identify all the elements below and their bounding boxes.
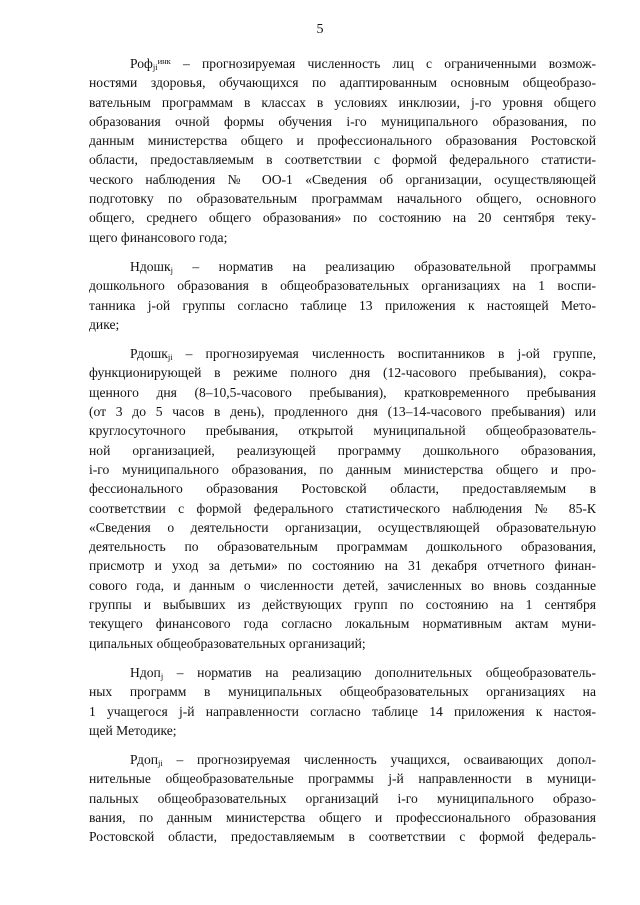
- text-line-content: – прогнозируемая численность лиц с ограниченными возмож-: [170, 56, 596, 71]
- text-line: щенного дня (8–10,5-часового пребывания), кратковременного пребывания: [89, 384, 596, 400]
- variable-superscript: инк: [157, 56, 171, 66]
- text-line: данным министерства общего и профессионального образования Ростовской: [89, 133, 596, 149]
- variable-subscript: ji: [167, 352, 173, 363]
- text-line: пальных общеобразовательных организаций i-го муниципального образо-: [89, 790, 596, 806]
- document-body: [89, 54, 596, 857]
- text-line: общего, среднего общего образования» по состоянию на 20 сентября теку-: [89, 210, 596, 226]
- text-line: подготовку по образовательным программам начального общего, основного: [89, 191, 596, 207]
- text-line: танника j-ой группы согласно таблице 13 приложения к настоящей Мето-: [89, 297, 596, 313]
- text-line-content: – прогнозируемая численность учащихся, осваивающих допол-: [162, 752, 596, 768]
- variable-symbol: Роф: [130, 56, 153, 71]
- paragraph-rof: [89, 54, 596, 247]
- text-line: Ростовской области, предоставляемым в соответствии с формой федераль-: [89, 829, 596, 845]
- text-line: вания, по данным министерства общего и профессионального образования: [89, 809, 596, 825]
- text-line: щей Методике;: [89, 722, 177, 738]
- text-line: 1 учащегося j-й направленности согласно таблице 14 приложения к настоя-: [89, 703, 596, 719]
- text-line: (от 3 до 5 часов в день), продленного дня (13–14-часового пребывания) или: [89, 404, 596, 420]
- variable-subscript: j: [160, 670, 164, 681]
- text-line-content: – норматив на реализацию дополнительных общеобразователь-: [163, 664, 596, 680]
- text-line: текущего финансового года согласно локальным нормативным актам муни-: [89, 616, 596, 632]
- text-line: ципальных общеобразовательных организаций;: [89, 635, 366, 651]
- text-line: нительные общеобразовательные программы j-й направленности в муници-: [89, 771, 596, 787]
- variable-subscript: ji: [152, 62, 158, 72]
- text-line: соответствии с формой федерального статистического наблюдения № 85-К: [89, 500, 596, 516]
- paragraph-rdop: [89, 750, 596, 846]
- text-line: ностями здоровья, обучающихся по адаптированным основным общеобразо-: [89, 75, 596, 91]
- text-line: деятельность по образовательным программам дошкольного образования,: [89, 539, 596, 555]
- text-line: области, предоставляемым в соответствии с формой федерального статисти-: [89, 152, 596, 168]
- text-line-content: – норматив на реализацию образовательной программы: [172, 258, 596, 274]
- text-line: дошкольного образования в общеобразовательных организациях на 1 воспи-: [89, 278, 596, 294]
- variable-subscript: ji: [158, 758, 163, 769]
- variable-subscript: j: [170, 264, 173, 275]
- paragraph-ndoshk: [89, 257, 596, 334]
- page-number: 5: [316, 22, 324, 37]
- variable-symbol: Ндошк: [130, 258, 171, 274]
- text-line: [89, 344, 596, 363]
- text-line: ных программ в муниципальных общеобразовательных организациях на: [89, 684, 596, 700]
- text-line: щего финансового года;: [89, 229, 228, 245]
- text-line: вательным программам в классах в условиях инклюзии, j-го уровня общего: [89, 94, 596, 110]
- text-line: «Сведения о деятельности организации, осуществляющей образовательную: [89, 519, 596, 535]
- text-line: ной организацией, реализующей программу дошкольного образования,: [89, 442, 596, 458]
- paragraph-ndop: [89, 663, 596, 740]
- text-line: образования очной формы обучения i-го муниципального образования, по: [89, 113, 596, 129]
- text-line: ческого наблюдения № ОО-1 «Сведения об организации, осуществляющей: [89, 171, 596, 187]
- text-line-content: – прогнозируемая численность воспитанников в j-ой группе,: [172, 346, 596, 362]
- paragraph-rdoshk: [89, 344, 596, 653]
- text-line: [89, 750, 596, 769]
- text-line: сового года, и данным о численности детей, зачисленных во вновь созданные: [89, 577, 596, 593]
- text-line: дике;: [89, 316, 120, 332]
- text-line: [89, 663, 596, 682]
- text-line: [89, 257, 596, 276]
- text-line: группы и выбывших из действующих групп по состоянию на 1 сентября: [89, 597, 596, 613]
- variable-symbol: Рдоп: [130, 752, 159, 768]
- variable-symbol: Рдошк: [130, 346, 168, 362]
- text-line: функционирующей в режиме полного дня (12-часового пребывания), сокра-: [89, 365, 596, 381]
- variable-symbol: Ндоп: [130, 664, 161, 680]
- text-line: i-го муниципального образования, по данным министерства общего и про-: [89, 461, 596, 477]
- text-line: фессионального образования Ростовской области, предоставляемым в: [89, 481, 596, 497]
- text-line: [89, 54, 596, 73]
- text-line: круглосуточного пребывания, открытой муниципальной общеобразователь-: [89, 423, 596, 439]
- text-line: присмотр и уход за детьми» по состоянию на 31 декабря отчетного финан-: [89, 558, 596, 574]
